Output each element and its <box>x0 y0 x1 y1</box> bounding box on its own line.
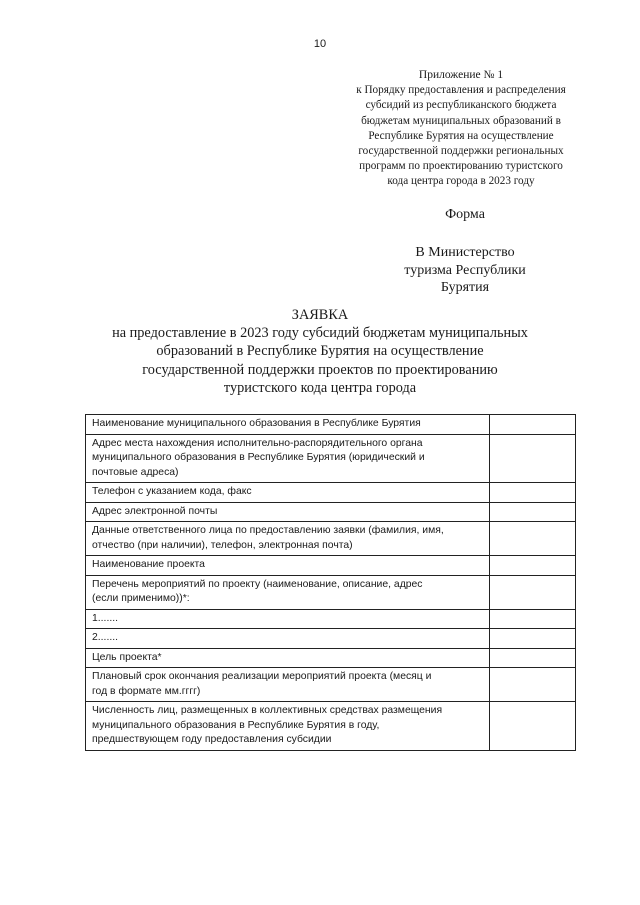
row-value-field[interactable] <box>489 575 575 609</box>
row-value-field[interactable] <box>489 434 575 483</box>
row-value-field[interactable] <box>489 483 575 503</box>
addressee-block <box>390 244 540 297</box>
application-form-table <box>85 414 576 751</box>
heading-line: туристского кода центра города <box>223 379 417 396</box>
appendix-line: кода центра города в 2023 году <box>387 175 535 188</box>
appendix-line: субсидий из республиканского бюджета <box>365 99 557 112</box>
row-label-planned-deadline: Плановый срок окончания реализации мероприятий проекта (месяц и год в формате мм.гггг) <box>86 668 490 702</box>
table-row <box>86 575 576 609</box>
table-row <box>86 415 576 435</box>
row-label-activity-2: 2....... <box>86 629 490 649</box>
row-label-activities-list: Перечень мероприятий по проекту (наименование, описание, адрес (если применимо))*: <box>86 575 490 609</box>
table-row <box>86 668 576 702</box>
table-row <box>86 522 576 556</box>
appendix-line: государственной поддержки региональных <box>358 145 564 158</box>
heading-title: ЗАЯВКА <box>291 307 349 323</box>
table-row <box>86 609 576 629</box>
row-label-project-goal: Цель проекта* <box>86 648 490 668</box>
appendix-title: Приложение № 1 <box>418 69 504 81</box>
row-label-accommodated-persons: Численность лиц, размещенных в коллективных средствах размещения муниципального образования в Республике Бурятия в году, предшествующем году предоставления субсидии <box>86 702 490 751</box>
row-value-field[interactable] <box>489 415 575 435</box>
row-label-municipality-name: Наименование муниципального образования в Республике Бурятия <box>86 415 490 435</box>
appendix-line: Республике Бурятия на осуществление <box>368 129 554 142</box>
table-row <box>86 483 576 503</box>
table-row <box>86 502 576 522</box>
table-row <box>86 702 576 751</box>
row-label-email: Адрес электронной почты <box>86 502 490 522</box>
row-value-field[interactable] <box>489 648 575 668</box>
row-value-field[interactable] <box>489 502 575 522</box>
addressee-line: В Министерство <box>415 245 515 260</box>
row-label-responsible-person: Данные ответственного лица по предоставлению заявки (фамилия, имя, отчество (при наличии), телефон, электронная почта) <box>86 522 490 556</box>
table-row <box>86 629 576 649</box>
form-label: Форма <box>445 207 485 222</box>
row-label-activity-1: 1....... <box>86 609 490 629</box>
table-row <box>86 648 576 668</box>
row-value-field[interactable] <box>489 702 575 751</box>
application-heading <box>60 306 580 397</box>
heading-line: на предоставление в 2023 году субсидий бюджетам муниципальных <box>112 325 528 342</box>
addressee-line: туризма Республики <box>404 262 526 278</box>
appendix-line: к Порядку предоставления и распределения <box>356 84 566 97</box>
row-value-field[interactable] <box>489 668 575 702</box>
heading-line: образований в Республике Бурятия на осуществление <box>156 343 484 360</box>
table-row <box>86 434 576 483</box>
appendix-line: программ по проектированию туристского <box>359 160 563 173</box>
row-value-field[interactable] <box>489 609 575 629</box>
table-row <box>86 556 576 576</box>
row-label-phone: Телефон с указанием кода, факс <box>86 483 490 503</box>
row-value-field[interactable] <box>489 522 575 556</box>
page-number: 10 <box>313 38 327 50</box>
addressee-line: Бурятия <box>440 280 490 295</box>
row-value-field[interactable] <box>489 629 575 649</box>
row-value-field[interactable] <box>489 556 575 576</box>
appendix-line: бюджетам муниципальных образований в <box>361 114 561 127</box>
row-label-address: Адрес места нахождения исполнительно-распорядительного органа муниципального образования в Республике Бурятия (юридический и почтовые адреса) <box>86 434 490 483</box>
heading-line: государственной поддержки проектов по проектированию <box>142 361 498 378</box>
row-label-project-name: Наименование проекта <box>86 556 490 576</box>
appendix-block <box>330 68 592 190</box>
